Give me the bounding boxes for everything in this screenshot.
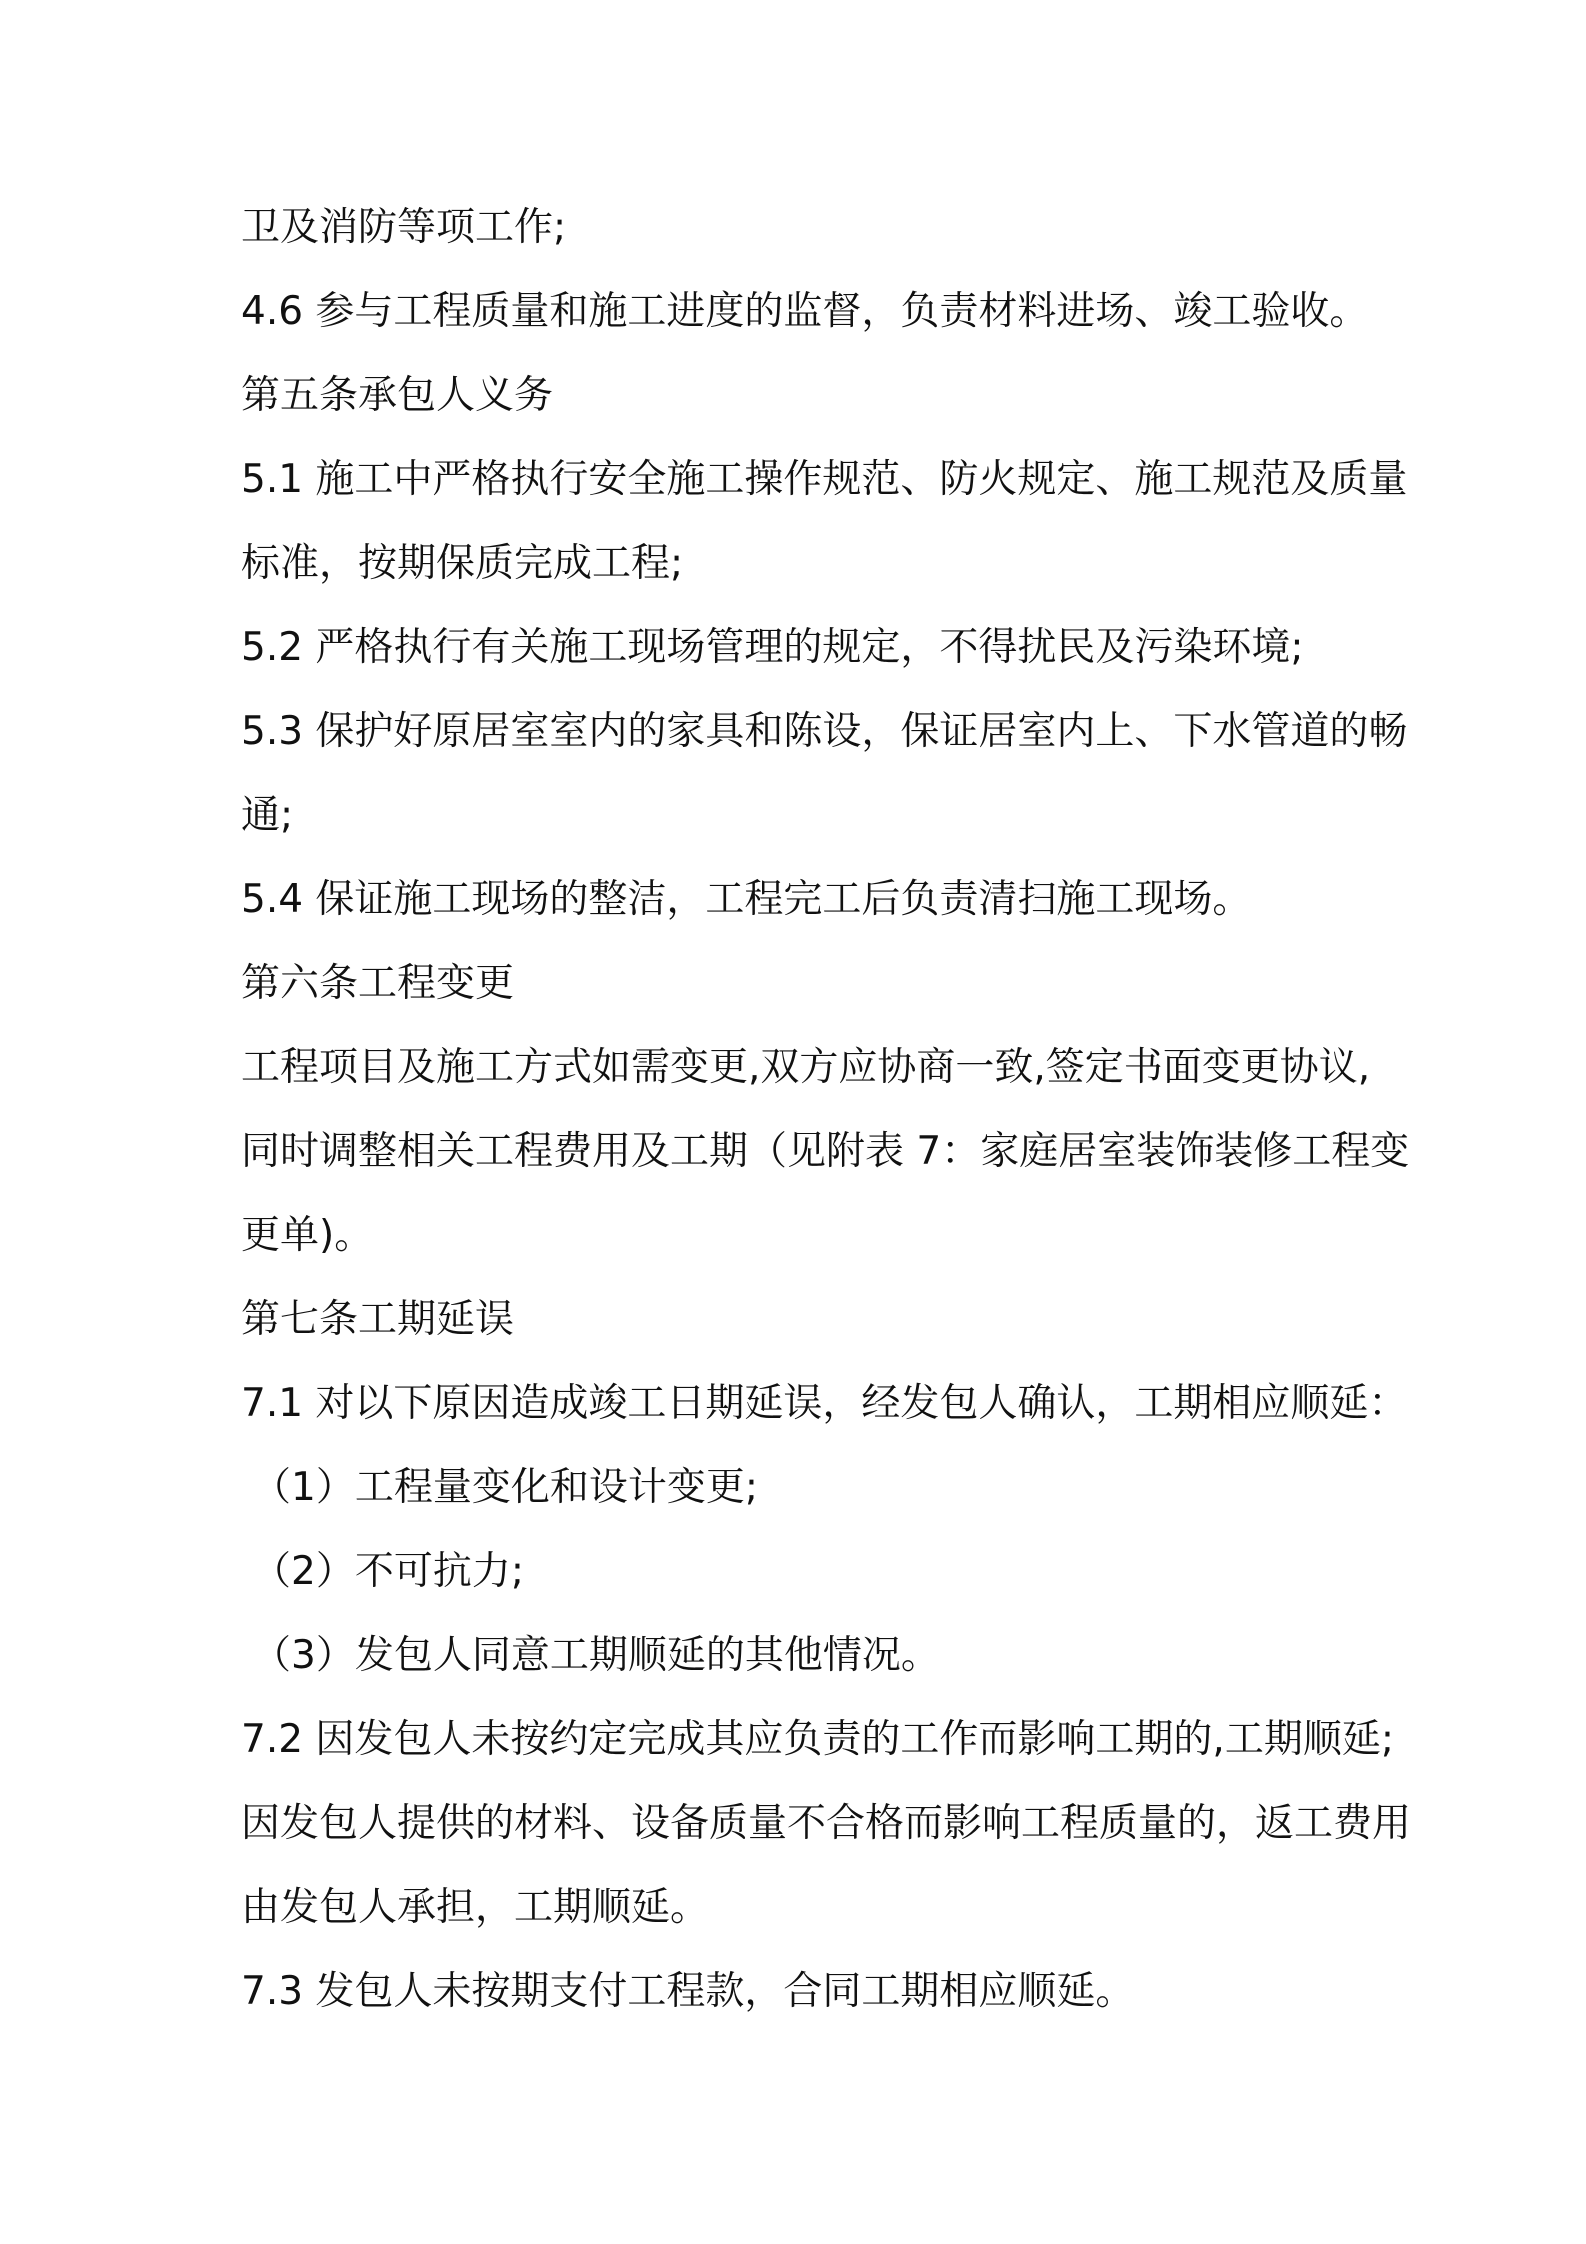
text-line: 5.3 保护好原居室室内的家具和陈设，保证居室内上、下水管道的畅 bbox=[241, 709, 1408, 754]
text-line: 5.2 严格执行有关施工现场管理的规定，不得扰民及污染环境; bbox=[241, 625, 1304, 670]
list-item: （2）不可抗力; bbox=[252, 1549, 524, 1594]
text-line: 同时调整相关工程费用及工期（见附表 7：家庭居室装饰装修工程变 bbox=[241, 1129, 1410, 1174]
text-line: 由发包人承担，工期顺延。 bbox=[241, 1885, 710, 1930]
text-line: 因发包人提供的材料、设备质量不合格而影响工程质量的，返工费用 bbox=[241, 1801, 1412, 1846]
section-heading: 第七条工期延误 bbox=[241, 1297, 515, 1342]
text-line: 5.1 施工中严格执行安全施工操作规范、防火规定、施工规范及质量 bbox=[241, 457, 1408, 502]
text-line: 5.4 保证施工现场的整洁，工程完工后负责清扫施工现场。 bbox=[241, 877, 1252, 922]
text-line: 卫及消防等项工作; bbox=[241, 205, 567, 250]
text-line: 7.2 因发包人未按约定完成其应负责的工作而影响工期的,工期顺延; bbox=[241, 1717, 1394, 1762]
text-line: 4.6 参与工程质量和施工进度的监督，负责材料进场、竣工验收。 bbox=[241, 289, 1369, 334]
text-line: 标准，按期保质完成工程; bbox=[241, 541, 684, 586]
text-line: 7.1 对以下原因造成竣工日期延误，经发包人确认，工期相应顺延： bbox=[241, 1381, 1408, 1426]
list-item: （3）发包人同意工期顺延的其他情况。 bbox=[252, 1633, 940, 1678]
text-line: 通; bbox=[241, 793, 294, 838]
section-heading: 第六条工程变更 bbox=[241, 961, 515, 1006]
text-line: 更单)。 bbox=[241, 1213, 374, 1258]
section-heading: 第五条承包人义务 bbox=[241, 373, 554, 418]
text-line: 工程项目及施工方式如需变更,双方应协商一致,签定书面变更协议, bbox=[241, 1045, 1371, 1090]
text-line: 7.3 发包人未按期支付工程款，合同工期相应顺延。 bbox=[241, 1969, 1135, 2014]
list-item: （1）工程量变化和设计变更; bbox=[252, 1465, 758, 1510]
